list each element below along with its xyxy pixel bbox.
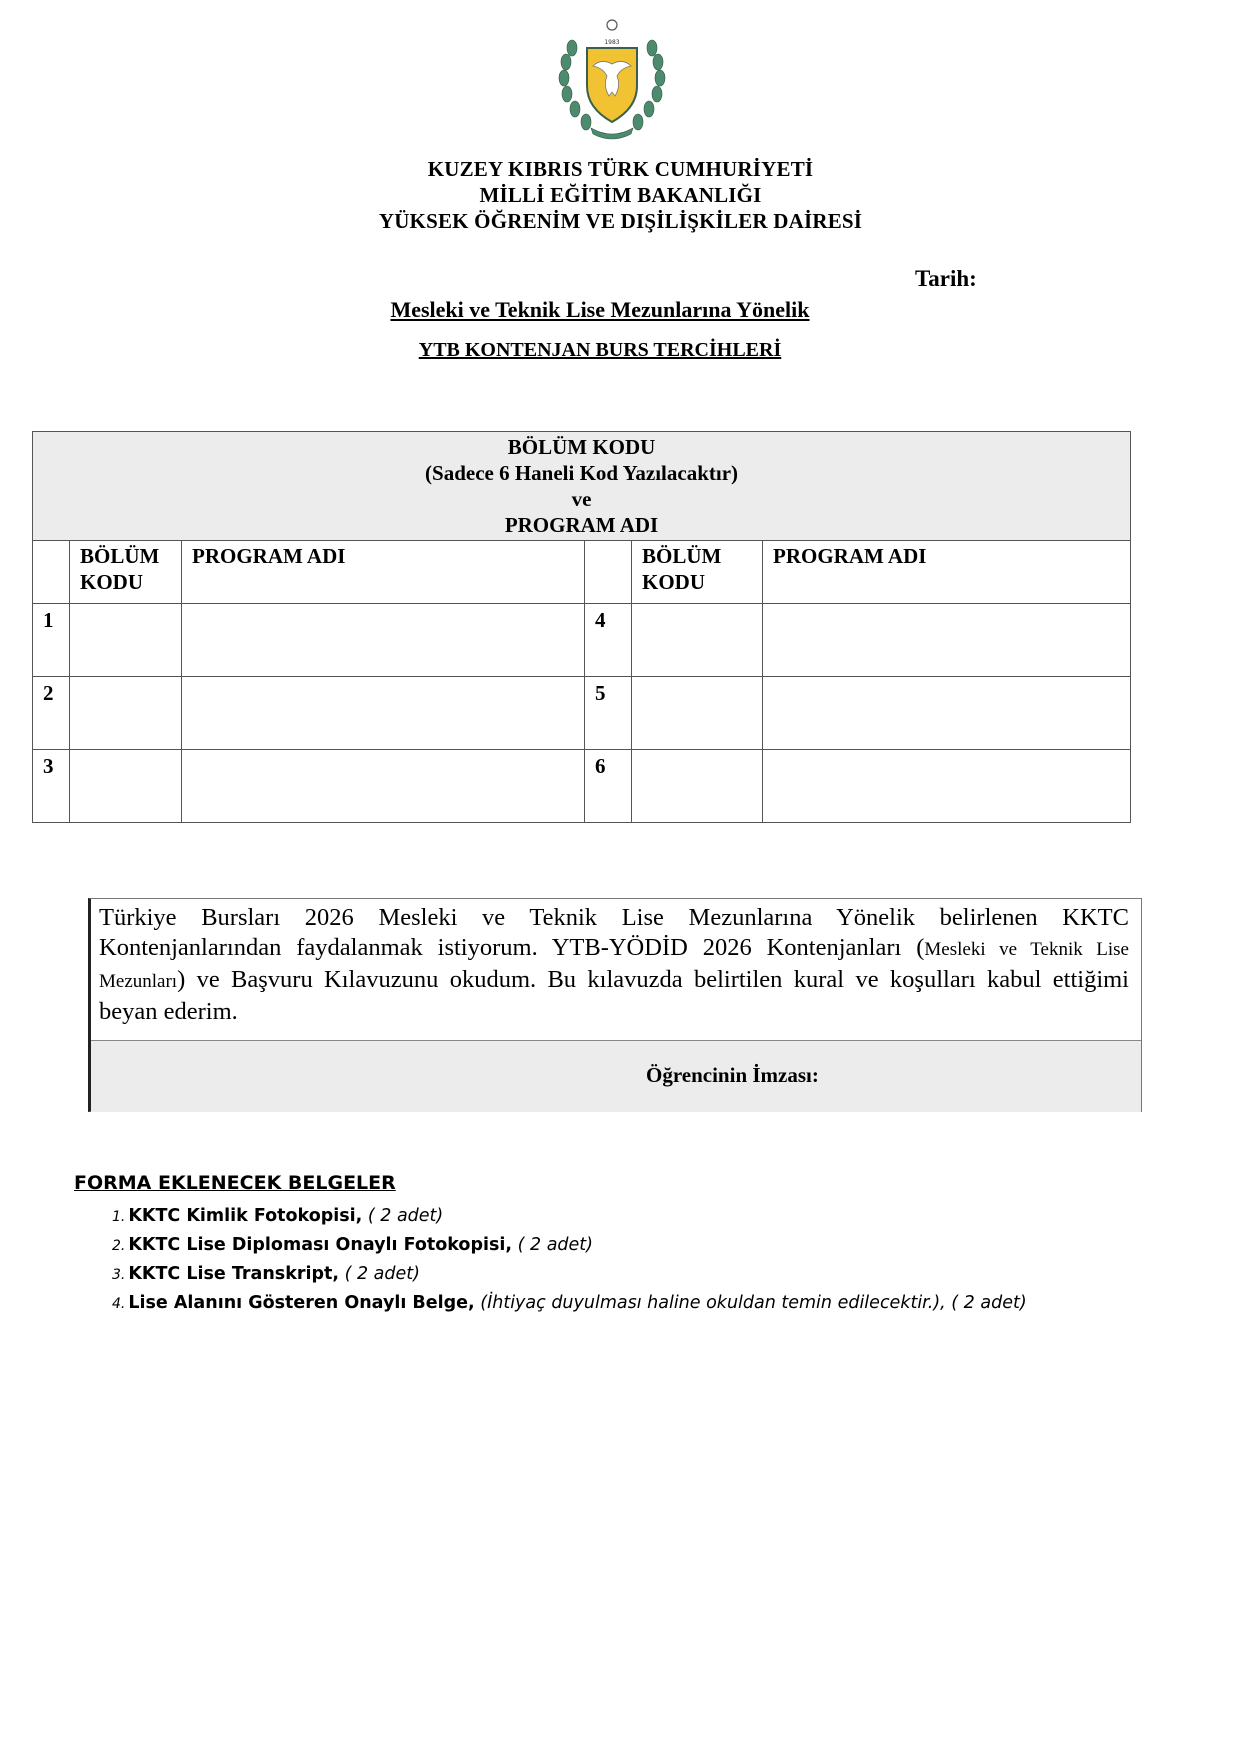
documents-list xyxy=(112,1202,1027,1318)
code-field[interactable] xyxy=(632,604,763,677)
table-row xyxy=(33,604,1131,677)
form-title: Mesleki ve Teknik Lise Mezunlarına Yönelik xyxy=(390,297,810,322)
code-field[interactable] xyxy=(70,750,182,823)
list-item xyxy=(112,1289,1027,1318)
program-field[interactable] xyxy=(182,677,585,750)
empty-header-cell xyxy=(33,541,70,604)
item-number: 1. xyxy=(112,1209,126,1225)
row-number: 5 xyxy=(585,677,632,750)
signature-label: Öğrencinin İmzası: xyxy=(646,1063,819,1087)
declaration-text xyxy=(99,903,1129,1027)
column-header-code-line: BÖLÜM xyxy=(80,544,160,568)
signature-area[interactable] xyxy=(91,1040,1141,1112)
svg-text:1983: 1983 xyxy=(604,39,620,46)
date-label: Tarih: xyxy=(915,266,977,291)
table-header-line: ve xyxy=(571,487,592,511)
declaration-text-part: Türkiye Bursları 2026 Mesleki ve Teknik Lise Mezunlarına Yönelik belirlenen KKTC Kontenjanlarından faydalanmak istiyorum. YTB-YÖDİD 2026 Kontenjanları ( xyxy=(99,904,1129,961)
item-number: 4. xyxy=(112,1296,126,1312)
row-number: 3 xyxy=(33,750,70,823)
program-field[interactable] xyxy=(182,604,585,677)
declaration-text-part: ) ve Başvuru Kılavuzunu okudum. Bu kılavuzda belirtilen kural ve koşulları kabul ettiğimi beyan ederim. xyxy=(99,966,1129,1025)
row-number: 1 xyxy=(33,604,70,677)
declaration-text-small: Mesleki ve Teknik Lise Mezunları xyxy=(99,939,1129,992)
item-name: KKTC Lise Transkript, xyxy=(128,1264,340,1284)
column-header-program: PROGRAM ADI xyxy=(182,541,585,604)
item-note: ( 2 adet) xyxy=(362,1206,444,1226)
documents-title: FORMA EKLENECEK BELGELER xyxy=(74,1172,396,1194)
row-number: 2 xyxy=(33,677,70,750)
item-name: Lise Alanını Gösteren Onaylı Belge, xyxy=(128,1293,475,1313)
item-note: ( 2 adet) xyxy=(339,1264,420,1284)
item-name: KKTC Lise Diploması Onaylı Fotokopisi, xyxy=(128,1235,513,1255)
column-header-code-line: KODU xyxy=(80,570,143,594)
header-country: KUZEY KIBRIS TÜRK CUMHURİYETİ xyxy=(427,157,814,181)
program-field[interactable] xyxy=(763,677,1131,750)
declaration-box xyxy=(88,898,1142,1112)
program-field[interactable] xyxy=(763,604,1131,677)
program-field[interactable] xyxy=(763,750,1131,823)
row-number: 6 xyxy=(585,750,632,823)
kktc-emblem-icon xyxy=(553,16,671,144)
column-header-program: PROGRAM ADI xyxy=(763,541,1131,604)
column-header-code xyxy=(70,541,182,604)
form-subtitle: YTB KONTENJAN BURS TERCİHLERİ xyxy=(418,339,782,361)
column-header-code-line: BÖLÜM xyxy=(642,544,722,568)
item-number: 3. xyxy=(112,1267,126,1283)
table-row xyxy=(33,677,1131,750)
column-header-code xyxy=(632,541,763,604)
header-ministry: MİLLİ EĞİTİM BAKANLIĞI xyxy=(479,183,762,207)
list-item xyxy=(112,1231,1027,1260)
header-department: YÜKSEK ÖĞRENİM VE DIŞİLİŞKİLER DAİRESİ xyxy=(378,209,863,233)
code-field[interactable] xyxy=(632,750,763,823)
list-item xyxy=(112,1202,1027,1231)
table-header-line: BÖLÜM KODU xyxy=(507,435,656,459)
item-note: (İhtiyaç duyulması haline okuldan temin edilecektir.), ( 2 adet) xyxy=(474,1293,1027,1313)
item-note: ( 2 adet) xyxy=(512,1235,593,1255)
table-row xyxy=(33,750,1131,823)
code-field[interactable] xyxy=(70,677,182,750)
item-number: 2. xyxy=(112,1238,126,1254)
preference-table xyxy=(32,431,1131,823)
program-field[interactable] xyxy=(182,750,585,823)
table-main-header xyxy=(33,432,1131,541)
item-name: KKTC Kimlik Fotokopisi, xyxy=(128,1206,363,1226)
table-header-line: PROGRAM ADI xyxy=(504,513,659,537)
row-number: 4 xyxy=(585,604,632,677)
empty-header-cell xyxy=(585,541,632,604)
code-field[interactable] xyxy=(70,604,182,677)
table-header-line: (Sadece 6 Haneli Kod Yazılacaktır) xyxy=(425,461,739,485)
code-field[interactable] xyxy=(632,677,763,750)
list-item xyxy=(112,1260,1027,1289)
column-header-code-line: KODU xyxy=(642,570,705,594)
